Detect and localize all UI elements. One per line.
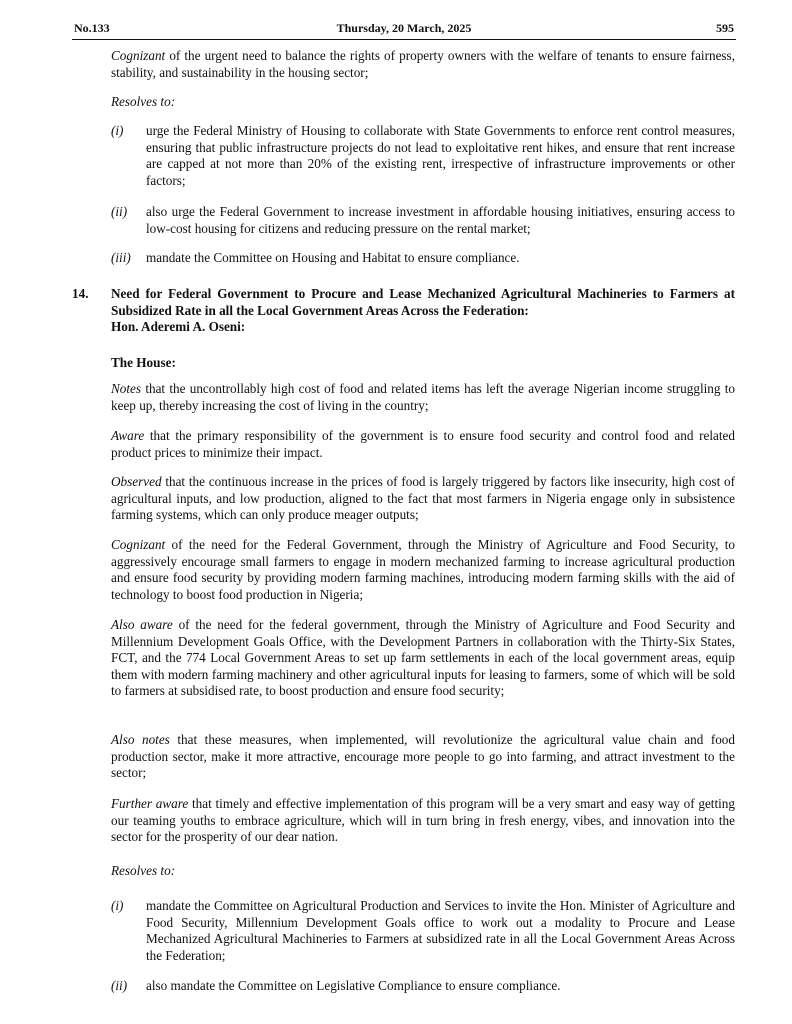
item-text: mandate the Committee on Agricultural Production and Services to invite the Hon. Minister of Agriculture and Food Security, Millennium Development Goals office to work out a modality to Procure and Lease Mechanized Agricultural Machineries to Farmers at subsidized rate in all the Local Government Areas Across the Federation;: [146, 898, 735, 963]
paragraph-lead: Aware: [111, 428, 145, 443]
paragraph-lead: Further aware: [111, 796, 189, 811]
paragraph-text: that the primary responsibility of the government is to ensure food security and control food and related product prices to minimize their impact.: [111, 428, 735, 460]
motion-sponsor: Hon. Aderemi A. Oseni:: [111, 319, 246, 334]
paragraph-lead: Also notes: [111, 732, 170, 747]
paragraph-text: of the need for the Federal Government, through the Ministry of Agriculture and Food Security, to aggressively encourage small farmers to engage in modern mechanized farming to increase agricultural production and ensure food security by providing modern farming machines, introducing modern farming skills with the aid of technology to boost food production in Nigeria;: [111, 537, 735, 602]
item-numeral: (i): [111, 123, 124, 138]
item-numeral: (ii): [111, 978, 128, 993]
item-text: also urge the Federal Government to increase investment in affordable housing initiatives, ensuring access to low-cost housing for citizens and reducing pressure on the rental market;: [146, 204, 735, 236]
cognizant-paragraph: [111, 48, 735, 81]
paragraph-text: of the need for the federal government, through the Ministry of Agriculture and Food Security and Millennium Development Goals Office, with the Development Partners in collaboration with the Thirty-Six States, FCT, and the 774 Local Government Areas to set up farm settlements in each of the local government areas, equip them with modern farming machinery and other agricultural inputs for leasing to farmers, some of which will be sold to farmers at subsidised rate, to boost production and ensure food security;: [111, 617, 735, 699]
aware-paragraph: [111, 428, 735, 461]
paragraph-text: that these measures, when implemented, will revolutionize the agricultural value chain and food production sector, make it more attractive, encourage more people to go into farming, and attract investment to the sector;: [111, 732, 735, 781]
observed-paragraph: [111, 474, 735, 524]
paragraph-text: of the urgent need to balance the rights of property owners with the welfare of tenants to ensure fairness, stability, and sustainability in the housing sector;: [111, 48, 735, 80]
paragraph-lead: Observed: [111, 474, 162, 489]
also-notes-paragraph: [111, 732, 735, 782]
notes-paragraph: [111, 381, 735, 414]
resolves-heading: Resolves to:: [111, 94, 176, 109]
item-text: mandate the Committee on Housing and Habitat to ensure compliance.: [146, 250, 520, 265]
motion-title: Need for Federal Government to Procure and Lease Mechanized Agricultural Machineries to Farmers at Subsidized Rate in all the Local Government Areas Across the Federation:: [111, 286, 735, 318]
motion-number: 14.: [72, 286, 89, 301]
paragraph-text: that timely and effective implementation of this program will be a very smart and easy way of getting our teaming youths to embrace agriculture, which will in turn bring in fresh energy, vibes, and innovation into the sector for the prosperity of our dear nation.: [111, 796, 735, 845]
item-numeral: (ii): [111, 204, 128, 219]
paragraph-lead: Cognizant: [111, 537, 166, 552]
cognizant-need-paragraph: [111, 537, 735, 603]
page-number: 595: [716, 21, 734, 35]
item-numeral: (iii): [111, 250, 131, 265]
motion-resolves-heading: Resolves to:: [111, 863, 176, 878]
page-header: [72, 21, 736, 40]
also-aware-paragraph: [111, 617, 735, 700]
item-text: also mandate the Committee on Legislative Compliance to ensure compliance.: [146, 978, 561, 993]
paragraph-text: that the continuous increase in the prices of food is largely triggered by factors like insecurity, high cost of agricultural inputs, and low production, aligned to the fact that most farmers in Nigeria engage only in subsistence farming systems, which can only produce meager outputs;: [111, 474, 735, 523]
paragraph-text: that the uncontrollably high cost of food and related items has left the average Nigerian income struggling to keep up, thereby increasing the cost of living in the country;: [111, 381, 735, 413]
paragraph-lead: Cognizant: [111, 48, 166, 63]
paragraph-lead: Also aware: [111, 617, 173, 632]
issue-number: No.133: [74, 21, 110, 35]
further-aware-paragraph: [111, 796, 735, 846]
header-date: Thursday, 20 March, 2025: [336, 21, 472, 35]
item-numeral: (i): [111, 898, 124, 913]
house-heading: The House:: [111, 355, 176, 370]
paragraph-lead: Notes: [111, 381, 142, 396]
item-text: urge the Federal Ministry of Housing to collaborate with State Governments to enforce rent control measures, ensuring that public infrastructure projects do not lead to exploitative rent hikes, and ensure that rent increase are capped at not more than 20% of the existing rent, irrespective of infrastructure improvements or other factors;: [146, 123, 735, 188]
